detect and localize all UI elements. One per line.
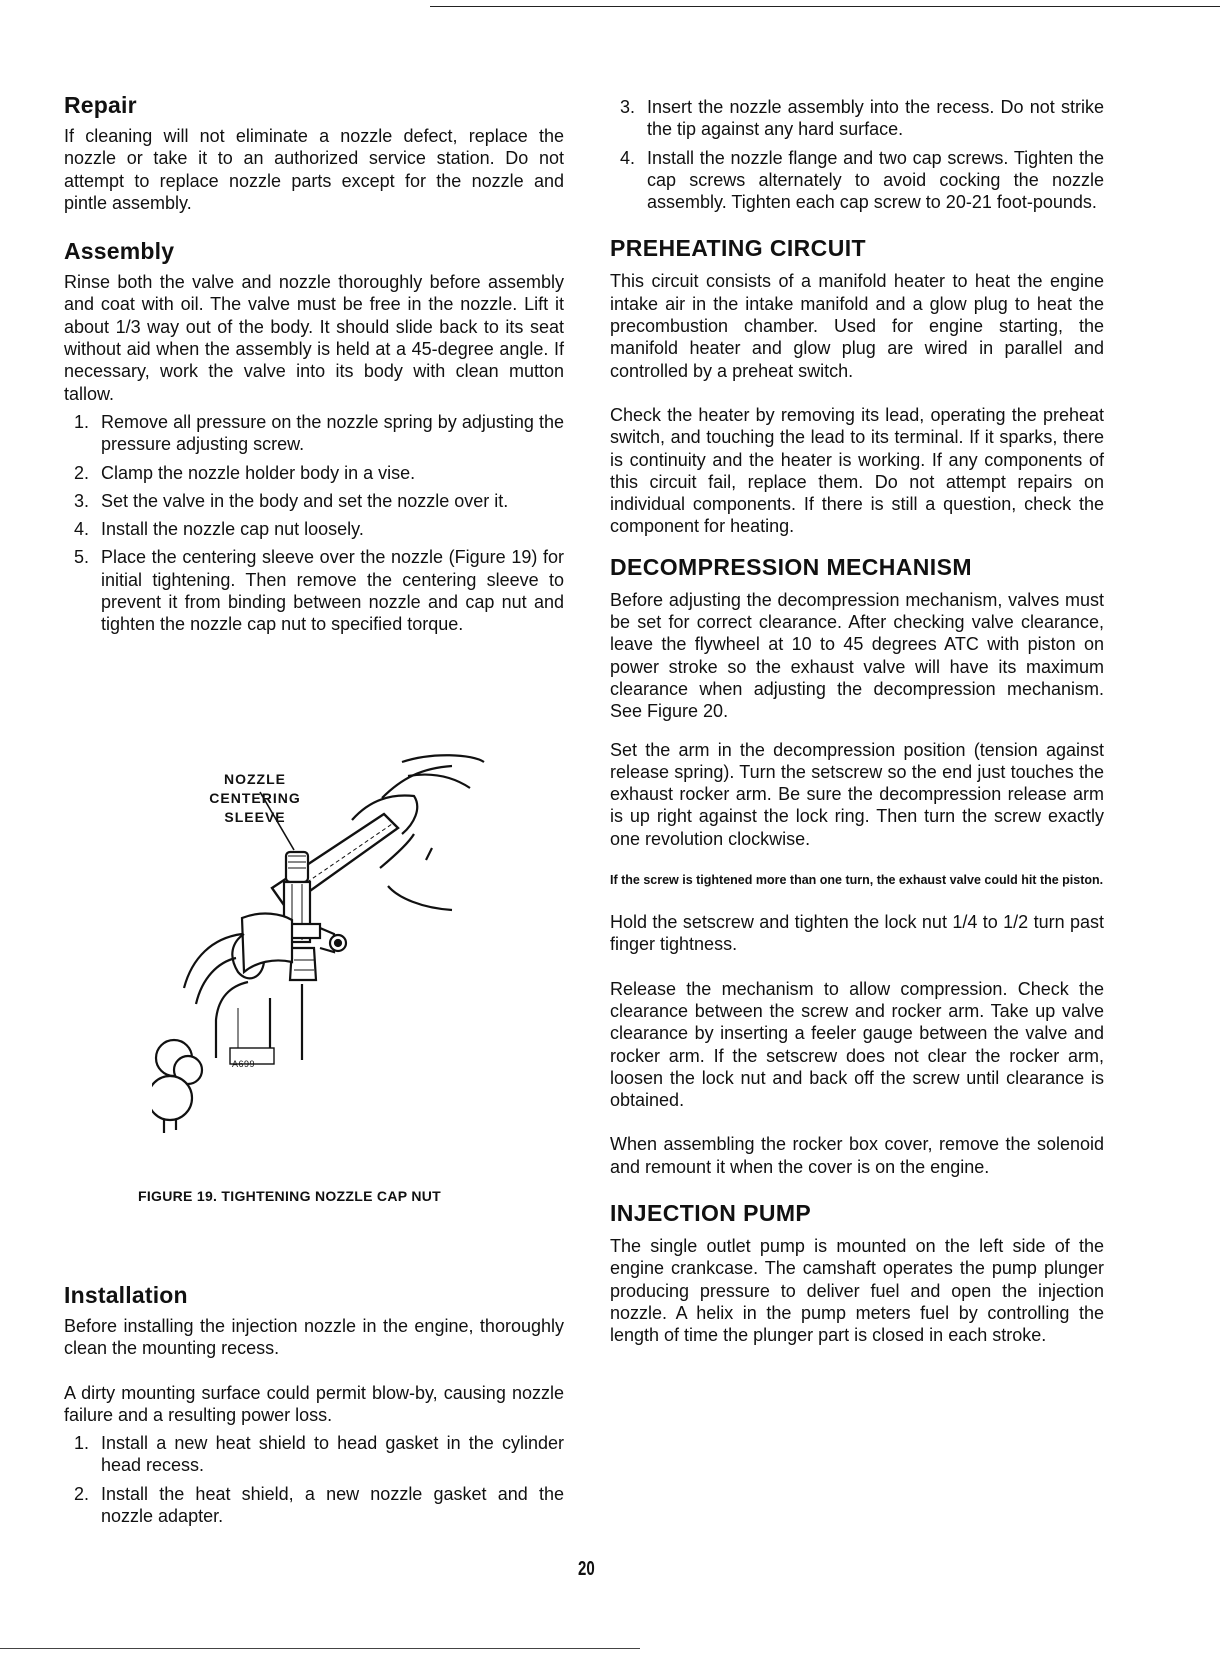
preheating-p2: Check the heater by removing its lead, operating the preheat switch, and touching the lead to its terminal. If it sparks, there is continuity and the heater is working. If any components of this circuit fail, replace them. Do not attempt repairs on individual components. If there is still a question, check the component for heating. xyxy=(610,404,1104,537)
figure-code: A699 xyxy=(232,1059,256,1069)
figure-label: NOZZLE CENTERING SLEEVE xyxy=(209,771,301,825)
installation-p1: Before installing the injection nozzle in the engine, thoroughly clean the mounting recess. xyxy=(64,1316,564,1359)
right-column xyxy=(610,96,1104,1346)
list-item: 3. Insert the nozzle assembly into the recess. Do not strike the tip against any hard surface. xyxy=(620,97,1104,140)
list-item: 2. Install the heat shield, a new nozzle gasket and the nozzle adapter. xyxy=(74,1483,564,1527)
decompression-p5: When assembling the rocker box cover, remove the solenoid and remount it when the cover is on the engine. xyxy=(610,1134,1104,1177)
installation-section xyxy=(64,1282,564,1533)
decompression-p2: Set the arm in the decompression position (tension against release spring). Turn the setscrew so the end just touches the exhaust rocker arm. Be sure the decompression release arm is up right against the lock ring. Then turn the screw exactly one revolution clockwise. xyxy=(610,739,1104,849)
assembly-section xyxy=(64,238,564,635)
injection-heading: INJECTION PUMP xyxy=(610,1199,812,1226)
decompression-heading: DECOMPRESSION MECHANISM xyxy=(610,553,972,580)
repair-section xyxy=(64,92,564,214)
assembly-heading: Assembly xyxy=(64,238,175,265)
list-item: 1. Remove all pressure on the nozzle spring by adjusting the pressure adjusting screw. xyxy=(74,411,564,455)
list-item: 3. Set the valve in the body and set the nozzle over it. xyxy=(74,490,509,511)
preheating-p1: This circuit consists of a manifold heater to heat the engine intake air in the intake manifold and a glow plug to heat the precombustion chamber. Used for engine starting, the manifold heater and glow plug are wired in parallel and controlled by a preheat switch. xyxy=(610,271,1104,381)
bottom-rule xyxy=(0,1648,640,1649)
list-item: 4. Install the nozzle cap nut loosely. xyxy=(74,519,364,540)
decompression-section xyxy=(610,554,1104,1178)
injection-p1: The single outlet pump is mounted on the left side of the engine crankcase. The camshaft operates the pump plunger producing pressure to deliver fuel and open the injection nozzle. A helix in the pump meters fuel by controlling the length of time the plunger part is closed in each stroke. xyxy=(610,1235,1104,1346)
top-rule xyxy=(430,6,1220,7)
page-number: 20 xyxy=(578,1558,595,1580)
injection-section xyxy=(610,1200,1104,1346)
decompression-p1: Before adjusting the decompression mechanism, valves must be set for correct clearance. After checking valve clearance, leave the flywheel at 10 to 45 degrees ATC with piston on power stroke so the exhaust valve will have its maximum clearance when adjusting the decompression mechanism. See Figure 20. xyxy=(610,589,1104,722)
list-item: 2. Clamp the nozzle holder body in a vise. xyxy=(74,462,416,483)
decompression-p4: Release the mechanism to allow compression. Check the clearance between the screw and rocker arm. Take up valve clearance by inserting a feeler gauge between the valve and rocker arm. If the setscrew does not clear the rocker arm, loosen the lock nut and back off the screw until clearance is obtained. xyxy=(610,978,1104,1111)
preheating-heading: PREHEATING CIRCUIT xyxy=(610,235,866,262)
installation-steps xyxy=(64,1432,564,1527)
list-item: 5. Place the centering sleeve over the nozzle (Figure 19) for initial tightening. Then remove the centering sleeve to prevent it from binding between nozzle and cap nut and tighten the nozzle cap nut to specified torque. xyxy=(74,547,564,635)
decompression-note: If the screw is tightened more than one turn, the exhaust valve could hit the piston. xyxy=(610,873,1104,888)
preheating-section xyxy=(610,235,1104,537)
install-steps-continued xyxy=(610,96,1104,213)
left-column xyxy=(64,92,564,642)
assembly-text: Rinse both the valve and nozzle thoroughly before assembly and coat with oil. The valve must be free in the nozzle. Lift it about 1/3 way out of the body. It should slide back to its seat without aid when the assembly is held at a 45-degree angle. If necessary, work the valve into its body with clean mutton tallow. xyxy=(64,272,564,404)
repair-heading: Repair xyxy=(64,92,137,118)
repair-text: If cleaning will not eliminate a nozzle defect, replace the nozzle or take it to an authorized service station. Do not attempt to replace nozzle parts except for the nozzle and pintle assembly. xyxy=(64,126,564,213)
installation-p2: A dirty mounting surface could permit blow-by, causing nozzle failure and a resulting power loss. xyxy=(64,1382,564,1425)
installation-heading: Installation xyxy=(64,1282,188,1308)
assembly-steps xyxy=(64,411,564,636)
list-item: 4. Install the nozzle flange and two cap screws. Tighten the cap screws alternately to avoid cocking the nozzle assembly. Tighten each cap screw to 20-21 foot-pounds. xyxy=(620,147,1104,213)
decompression-p3: Hold the setscrew and tighten the lock nut 1/4 to 1/2 turn past finger tightness. xyxy=(610,912,1104,955)
list-item: 1. Install a new heat shield to head gasket in the cylinder head recess. xyxy=(74,1433,564,1476)
figure-caption: FIGURE 19. TIGHTENING NOZZLE CAP NUT xyxy=(138,1188,442,1204)
